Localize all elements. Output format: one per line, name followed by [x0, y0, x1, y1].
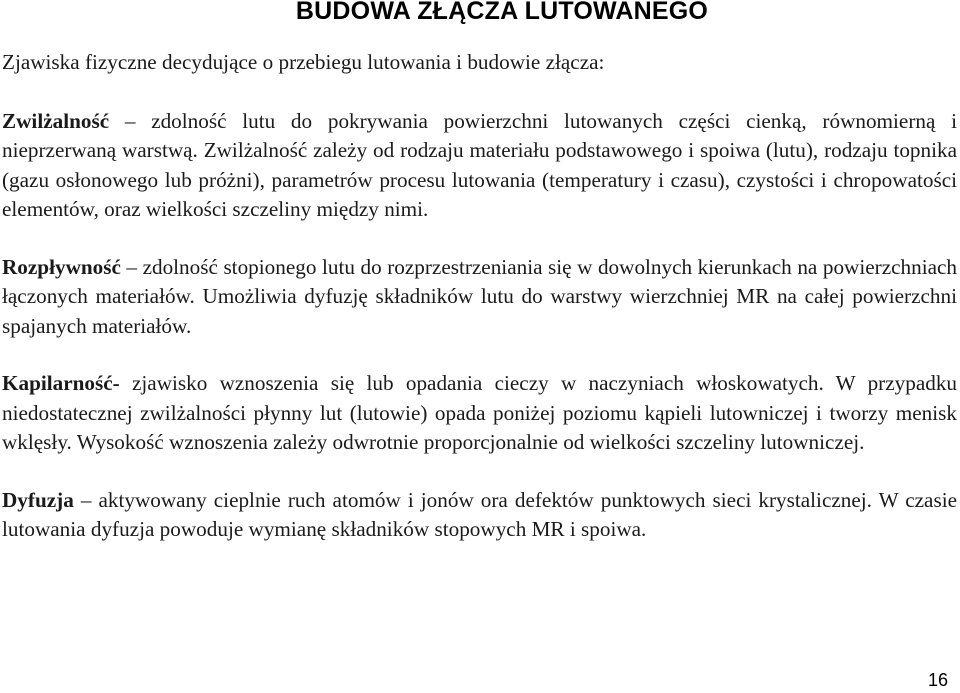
definition-dyfuzja: aktywowany cieplnie ruch atomów i jonów ora defektów punktowych sieci krystalicznej. W czasie lutowania dyfuzja powoduje wymianę składników stopowych MR i spoiwa.: [2, 487, 957, 541]
term-dyfuzja: Dyfuzja: [2, 487, 74, 512]
page-number: 16: [927, 670, 948, 690]
paragraph-zwilzalnosc: [2, 107, 957, 225]
term-separator: –: [120, 254, 143, 279]
content-body: [2, 48, 957, 573]
term-rozplywnosc: Rozpływność: [2, 254, 121, 279]
paragraph-kapilarnosc: [2, 369, 957, 458]
term-zwilzalnosc: Zwilżalność: [2, 108, 110, 133]
term-separator: –: [73, 487, 99, 512]
paragraph-dyfuzja: [2, 486, 957, 545]
term-separator: [120, 371, 132, 395]
term-separator: –: [109, 108, 152, 133]
term-kapilarnosc: Kapilarność-: [2, 371, 120, 395]
definition-rozplywnosc: zdolność stopionego lutu do rozprzestrzeniania się w dowolnych kierunkach na powierzchniach łączonych materiałów. Umożliwia dyfuzję składników lutu do warstwy wierzchniej MR na całej powierzchni spajanych materiałów.: [2, 254, 957, 338]
slide-title: BUDOWA ZŁĄCZA LUTOWANEGO: [295, 0, 709, 25]
definition-kapilarnosc: zjawisko wznoszenia się lub opadania cieczy w naczyniach włoskowatych. W przypadku niedostatecznej zwilżalności płynny lut (lutowie) opada poniżej poziomu kąpieli lutowniczej i tworzy menisk wklęsły. Wysokość wznoszenia zależy odwrotnie proporcjonalnie od wielkości szczeliny lutowniczej.: [2, 371, 958, 454]
definition-zwilzalnosc: zdolność lutu do pokrywania powierzchni lutowanych części cienką, równomierną i nieprzerwaną warstwą. Zwilżalność zależy od rodzaju materiału podstawowego i spoiwa (lutu), rodzaju topnika (gazu osłonowego lub próżni), parametrów procesu lutowania (temperatury i czasu), czystości i chropowatości elementów, oraz wielkości szczeliny między nimi.: [2, 108, 958, 221]
intro-text: Zjawiska fizyczne decydujące o przebiegu lutowania i budowie złącza:: [2, 50, 605, 74]
paragraph-rozplywnosc: [2, 253, 957, 342]
